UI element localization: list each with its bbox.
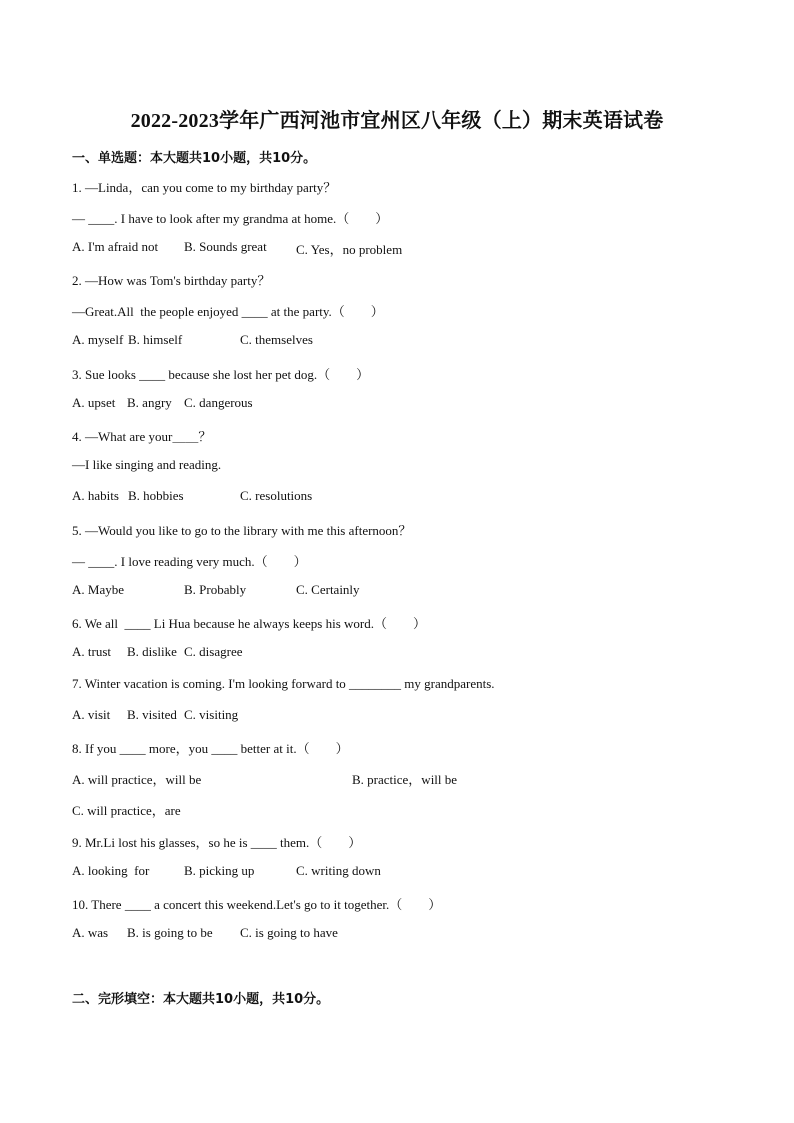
q2-stem: 2. —How was Tom's birthday party？ (72, 273, 271, 288)
q10-option-a: A. was (72, 925, 109, 940)
q6-option-c: C. disagree (184, 644, 243, 659)
q5-option-b: B. Probably (184, 582, 247, 597)
q8-stem: 8. If you ____ more，you ____ better at it.（ ） (72, 741, 349, 756)
q9-stem: 9. Mr.Li lost his glasses，so he is ____ them.（ ） (72, 835, 362, 850)
q7-option-a: A. visit (72, 707, 111, 722)
q10-option-b: B. is going to be (127, 925, 213, 940)
q1-stem: 1. —Linda，can you come to my birthday party？ (72, 180, 337, 195)
q3-stem: 3. Sue looks ____ because she lost her pet dog.（ ） (72, 367, 370, 382)
q7-option-b: B. visited (127, 707, 177, 722)
q2-option-b: B. himself (128, 332, 183, 347)
q5-reply: — ____. I love reading very much.（ ） (72, 554, 307, 569)
q9-option-b: B. picking up (184, 863, 255, 878)
q7-stem: 7. Winter vacation is coming. I'm looking forward to ________ my grandparents. (72, 676, 495, 691)
q1-reply: — ____. I have to look after my grandma at home.（ ） (72, 211, 389, 226)
q2-option-c: C. themselves (240, 332, 313, 347)
q2-reply: —Great.All the people enjoyed ____ at the party.（ ） (72, 304, 384, 319)
section-2-heading: 二、完形填空：本大题共10小题，共10分。 (72, 992, 330, 1007)
q4-option-b: B. hobbies (128, 488, 184, 503)
q4-reply: —I like singing and reading. (72, 457, 222, 472)
q4-option-a: A. habits (72, 488, 119, 503)
q5-option-c: C. Certainly (296, 582, 360, 597)
q1-option-a: A. I'm afraid not (72, 239, 159, 254)
q3-option-c: C. dangerous (184, 395, 253, 410)
q8-option-b: B. practice，will be (352, 772, 458, 787)
exam-title: 2022-2023学年广西河池市宜州区八年级（上）期末英语试卷 (130, 110, 664, 132)
q9-option-a: A. looking for (72, 863, 150, 878)
q6-option-a: A. trust (72, 644, 111, 659)
q2-option-a: A. myself (72, 332, 124, 347)
q8-option-c: C. will practice，are (72, 803, 181, 818)
q10-stem: 10. There ____ a concert this weekend.Let's go to it together.（ ） (72, 897, 442, 912)
section-1-heading: 一、单选题：本大题共10小题，共10分。 (72, 151, 317, 166)
q4-stem: 4. —What are your＿＿？ (72, 429, 212, 444)
q3-option-a: A. upset (72, 395, 116, 410)
q7-option-c: C. visiting (184, 707, 239, 722)
q3-option-b: B. angry (127, 395, 172, 410)
q6-stem: 6. We all ____ Li Hua because he always keeps his word.（ ） (72, 616, 426, 631)
q5-stem: 5. —Would you like to go to the library with me this afternoon？ (72, 523, 412, 538)
q9-option-c: C. writing down (296, 863, 381, 878)
q5-option-a: A. Maybe (72, 582, 124, 597)
q4-option-c: C. resolutions (240, 488, 313, 503)
q1-option-b: B. Sounds great (184, 239, 267, 254)
q8-option-a: A. will practice，will be (72, 772, 202, 787)
q1-option-c: C. Yes，no problem (296, 242, 403, 257)
q10-option-c: C. is going to have (240, 925, 338, 940)
q6-option-b: B. dislike (127, 644, 177, 659)
